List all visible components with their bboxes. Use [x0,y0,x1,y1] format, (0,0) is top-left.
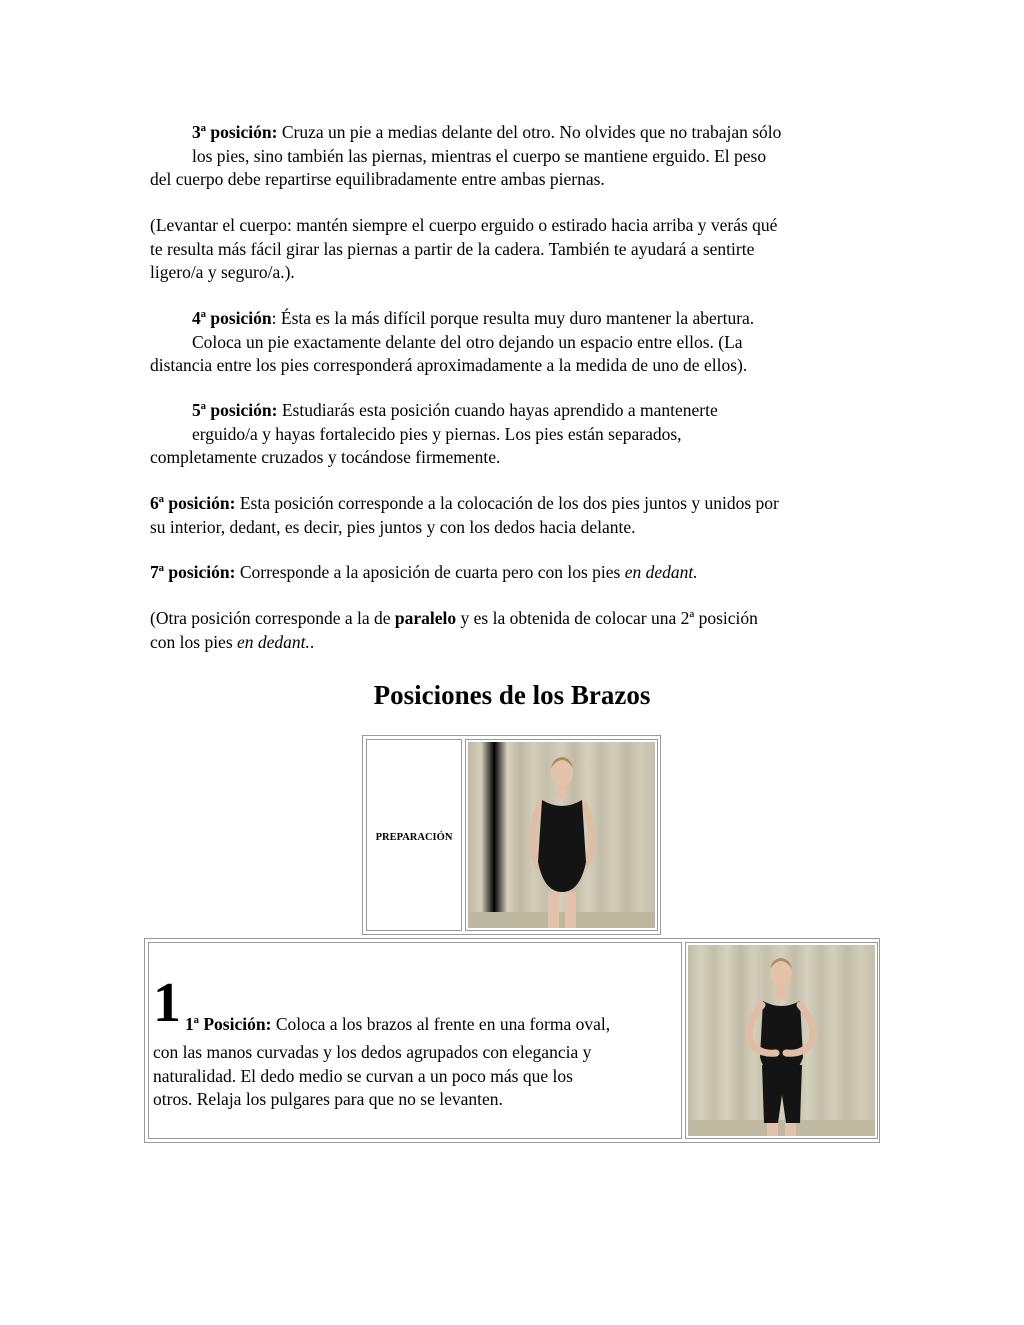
third-position-label: 3ª posición: [192,122,278,142]
fourth-position-line-1: : Ésta es la más difícil porque resulta muy duro mantener la abertura. [271,308,755,328]
other-position-bold: paralelo [394,608,457,628]
paragraph-lift-body [150,214,890,285]
first-position-photo [688,945,875,1136]
preparation-table [362,735,661,935]
sixth-position-line-1: Esta posición corresponde a la colocación de los dos pies juntos y unidos por [239,493,779,513]
paragraph-third-position [150,121,890,192]
first-position-line-3: naturalidad. El dedo medio se curvan a un poco más que los [153,1065,573,1086]
seventh-position-italic: en dedant. [624,562,698,582]
dancer-preparation-image [468,742,655,928]
fifth-position-line-1: Estudiarás esta posición cuando hayas aprendido a mantenerte [281,400,718,420]
first-position-label: 1ª Posición: [185,1014,272,1034]
paragraph-fifth-position [150,399,890,470]
lift-body-line-2: te resulta más fácil girar las piernas a partir de la cadera. También te ayudará a sentirte [150,238,755,259]
fourth-position-line-3: distancia entre los pies corresponderá aproximadamente a la medida de uno de ellos). [150,355,748,375]
fifth-position-line-3: completamente cruzados y tocándose firmemente. [150,447,501,467]
preparation-photo-cell [465,739,658,931]
other-position-post: y es la obtenida de colocar una 2ª posición [460,608,758,628]
other-position-line2-pre: con los pies [150,631,233,652]
fifth-position-label: 5ª posición: [192,400,278,420]
fourth-position-label: 4ª posición [192,308,272,328]
first-position-big-number: 1 [153,972,181,1034]
third-position-line-1: Cruza un pie a medias delante del otro. No olvides que no trabajan sólo [281,122,782,142]
first-position-line-4: otros. Relaja los pulgares para que no se levanten. [153,1089,503,1109]
fourth-position-line-2: Coloca un pie exactamente delante del otro dejando un espacio entre ellos. (La [192,331,743,352]
other-position-pre: (Otra posición corresponde a la de [150,608,391,628]
fifth-position-line-2: erguido/a y hayas fortalecido pies y piernas. Los pies están separados, [192,423,682,444]
paragraph-sixth-position [150,492,890,539]
third-position-line-3: del cuerpo debe repartirse equilibradamente entre ambas piernas. [150,169,605,189]
other-position-line2-italic: en dedant. [237,631,310,652]
first-position-photo-cell [685,942,878,1139]
first-position-line-1: Coloca a los brazos al frente en una forma oval, [275,1014,611,1034]
preparation-label: PREPARACIÓN [375,832,453,843]
lift-body-line-3: ligero/a y seguro/a.). [150,262,295,282]
third-position-line-2: los pies, sino también las piernas, mientras el cuerpo se mantiene erguido. El peso [192,145,767,166]
first-position-table [144,938,880,1143]
sixth-position-label: 6ª posición: [150,493,236,513]
section-heading: Posiciones de los Brazos [373,680,651,710]
seventh-position-text: Corresponde a la aposición de cuarta pero con los pies [239,562,621,582]
first-position-line-2: con las manos curvadas y los dedos agrupados con elegancia y [153,1042,592,1062]
dancer-first-position-image [688,945,875,1136]
paragraph-fourth-position [150,307,890,378]
first-position-text-cell [148,942,682,1139]
paragraph-other-position [150,607,890,654]
other-position-line2-post: . [309,631,315,652]
preparation-photo [468,742,655,928]
paragraph-seventh-position [150,561,890,585]
sixth-position-line-2: su interior, dedant, es decir, pies juntos y con los dedos hacia delante. [150,516,636,537]
seventh-position-label: 7ª posición: [150,562,236,582]
preparation-label-cell [366,739,462,931]
lift-body-line-1: (Levantar el cuerpo: mantén siempre el cuerpo erguido o estirado hacia arriba y verás qué [150,215,778,235]
